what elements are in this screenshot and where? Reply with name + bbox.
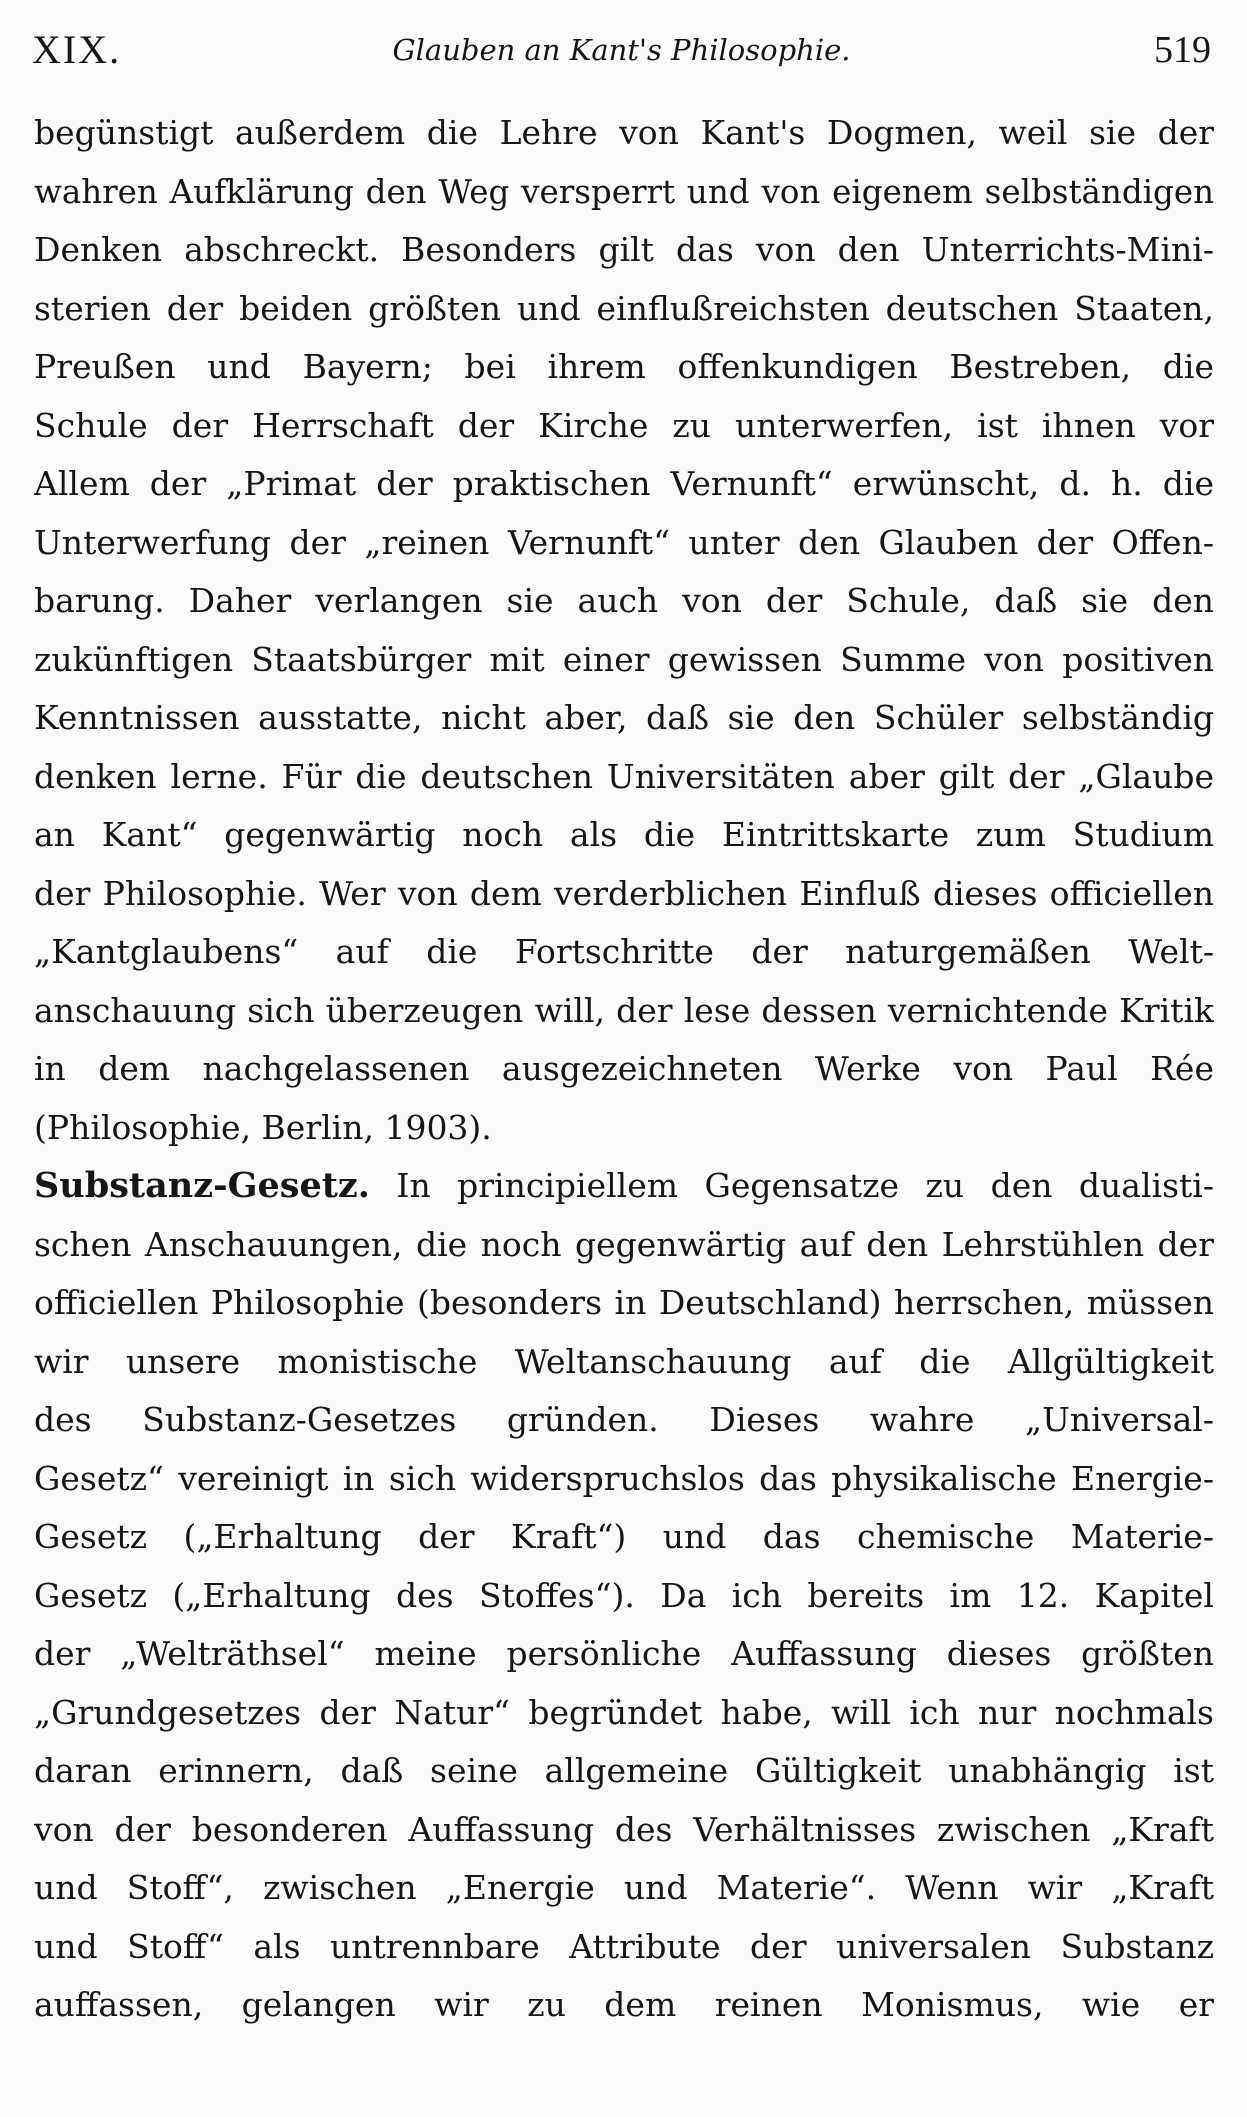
- text-line: Allem der „Primat der praktischen Vernunft“ erwünscht, d. h. die: [34, 464, 1214, 503]
- text-line: „Kantglaubens“ auf die Fortschritte der naturgemäßen Welt-: [34, 932, 1214, 971]
- text-line: wir unsere monistische Weltanschauung auf die Allgültigkeit: [34, 1341, 1214, 1381]
- running-title: Glauben an Kant's Philosophie.: [392, 33, 851, 67]
- text-line: daran erinnern, daß seine allgemeine Gültigkeit unabhängig ist: [34, 1751, 1214, 1790]
- text-line: sterien der beiden größten und einflußreichsten deutschen Staaten,: [34, 288, 1214, 328]
- section-heading: Substanz-Gesetz.: [34, 1165, 370, 1206]
- text-line: (Philosophie, Berlin, 1903).: [34, 1107, 492, 1147]
- text-line: an Kant“ gegenwärtig noch als die Eintrittskarte zum Studium: [34, 815, 1214, 854]
- text-line: „Grundgesetzes der Natur“ begründet habe, will ich nur nochmals: [34, 1692, 1214, 1732]
- text-line: und Stoff“, zwischen „Energie und Materie“. Wenn wir „Kraft: [34, 1868, 1214, 1907]
- text-line: Gesetz“ vereinigt in sich widerspruchslos das physikalische Energie-: [34, 1458, 1214, 1498]
- section-first-line: [34, 1157, 1214, 1216]
- page-number: 519: [1154, 29, 1211, 71]
- text-line: Unterwerfung der „reinen Vernunft“ unter den Glauben der Offen-: [34, 522, 1214, 562]
- chapter-number: XIX.: [32, 27, 122, 72]
- text-line: Denken abschreckt. Besonders gilt das von den Unterrichts-Mini-: [34, 230, 1214, 269]
- page-body: [34, 104, 1214, 2035]
- text-line: Schule der Herrschaft der Kirche zu unterwerfen, ist ihnen vor: [34, 405, 1214, 445]
- text-line: Gesetz („Erhaltung der Kraft“) und das chemische Materie-: [34, 1517, 1214, 1556]
- text-line: begünstigt außerdem die Lehre von Kant's Dogmen, weil sie der: [34, 113, 1214, 152]
- paragraph-1: [34, 104, 1214, 1157]
- text-line: auffassen, gelangen wir zu dem reinen Monismus, wie er: [34, 1985, 1214, 2024]
- text-line: Gesetz („Erhaltung des Stoffes“). Da ich bereits im 12. Kapitel: [34, 1575, 1214, 1615]
- text-line: der Philosophie. Wer von dem verderblichen Einfluß dieses officiellen: [34, 873, 1214, 913]
- running-header: [32, 22, 1211, 78]
- text-line: und Stoff“ als untrennbare Attribute der universalen Substanz: [34, 1926, 1214, 1966]
- text-line: wahren Aufklärung den Weg versperrt und von eigenem selbständigen: [34, 172, 1214, 211]
- text-line: anschauung sich überzeugen will, der lese dessen vernichtende Kritik: [34, 990, 1214, 1030]
- text-line: der „Welträthsel“ meine persönliche Auffassung dieses größten: [34, 1634, 1214, 1673]
- paragraph-2: [34, 1157, 1214, 2035]
- text-segment: In principiellem Gegensatze zu den dualisti-: [396, 1166, 1214, 1205]
- text-line: Preußen und Bayern; bei ihrem offenkundigen Bestreben, die: [34, 347, 1214, 386]
- text-line: Kenntnissen ausstatte, nicht aber, daß sie den Schüler selbständig: [34, 698, 1214, 737]
- text-line: zukünftigen Staatsbürger mit einer gewissen Summe von positiven: [34, 639, 1214, 679]
- text-line: officiellen Philosophie (besonders in Deutschland) herrschen, müssen: [34, 1283, 1214, 1322]
- text-line: denken lerne. Für die deutschen Universitäten aber gilt der „Glaube: [34, 756, 1214, 796]
- text-line: barung. Daher verlangen sie auch von der Schule, daß sie den: [34, 581, 1214, 620]
- text-line: des Substanz-Gesetzes gründen. Dieses wahre „Universal-: [34, 1400, 1214, 1439]
- text-line: in dem nachgelassenen ausgezeichneten Werke von Paul Rée: [34, 1049, 1214, 1088]
- text-line: schen Anschauungen, die noch gegenwärtig auf den Lehrstühlen der: [34, 1224, 1214, 1264]
- text-line: von der besonderen Auffassung des Verhältnisses zwischen „Kraft: [34, 1809, 1214, 1849]
